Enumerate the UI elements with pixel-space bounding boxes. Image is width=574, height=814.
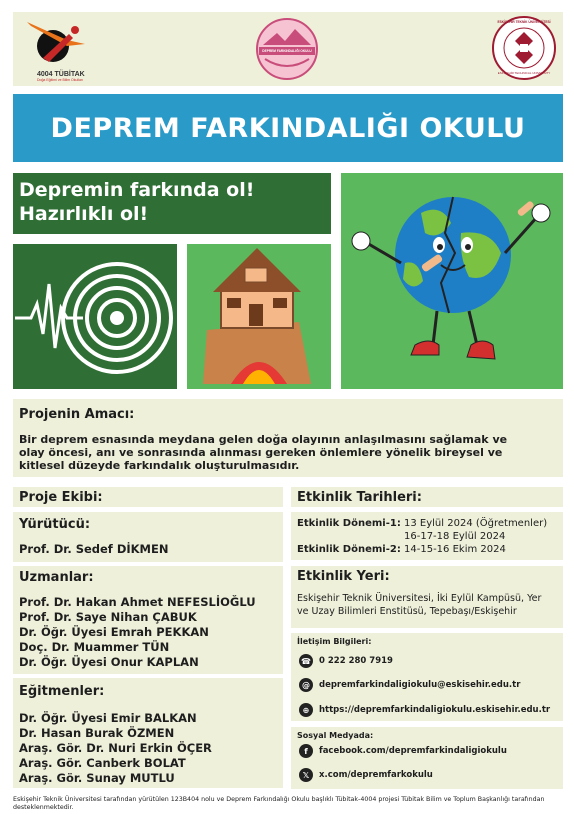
period1-label: Etkinlik Dönemi-1: [297,518,401,529]
dates-content [297,517,547,556]
social-title: Sosyal Medyada: [297,731,374,740]
x-icon: 𝕏 [299,768,313,782]
facebook-icon: f [299,744,313,758]
facebook-link[interactable]: facebook.com/depremfarkindaligiokulu [319,746,507,756]
collapsing-house-illustration [187,244,331,389]
dates-title-panel [291,487,563,507]
period1-value: 13 Eylül 2024 (Öğretmenler) [404,518,548,529]
dates-title: Etkinlik Tarihleri: [297,490,422,505]
contact-title: İletişim Bilgileri: [297,637,372,646]
deprem-school-logo [253,17,321,81]
phone-icon: ☎ [299,654,313,668]
list-item: Araş. Gör. Dr. Nuri Erkin ÖÇER [19,741,212,755]
facebook-row [299,744,507,758]
x-row [299,768,433,782]
trainers-list [19,711,212,786]
team-title: Proje Ekibi: [19,490,103,505]
experts-panel [13,566,283,674]
executive-title: Yürütücü: [19,517,91,532]
logo-bar [13,12,563,86]
tubitak-name: 4004 TÜBİTAK [37,71,85,78]
list-item: Doç. Dr. Muammer TÜN [19,640,170,654]
web-row [299,703,550,717]
trainers-panel [13,678,283,788]
university-name-top: ESKİŞEHİR TEKNİK ÜNİVERSİTESİ [497,20,551,24]
venue-title: Etkinlik Yeri: [297,569,390,584]
university-logo [491,15,557,81]
page-title: DEPREM FARKINDALIĞI OKULU [50,112,526,144]
list-item: Dr. Öğr. Üyesi Onur KAPLAN [19,655,199,669]
globe-icon: ⊕ [299,703,313,717]
phone-number: 0 222 280 7919 [319,656,393,666]
slogan-box [13,173,331,234]
purpose-title: Projenin Amacı: [19,407,135,422]
list-item: Prof. Dr. Saye Nihan ÇABUK [19,610,197,624]
title-banner [13,94,563,162]
web-link[interactable]: https://depremfarkindaligiokulu.eskisehir.edu.tr [319,705,551,715]
slogan-line-2: Hazırlıklı ol! [19,203,149,225]
venue-text: Eskişehir Teknik Üniversitesi, İki Eylül Kampüsü, Yer ve Uzay Bilimleri Enstitüsü, Tepebaşı/Eskişehir [297,593,542,617]
phone-row [299,654,393,668]
tubitak-subtitle: Doğa Eğitimi ve Bilim Okulları [37,78,84,82]
executive-panel [13,512,283,562]
social-panel [291,727,563,789]
purpose-panel [13,399,563,477]
deprem-school-logo-text: DEPREM FARKINDALIĞI OKULU [262,49,312,53]
slogan-line-1: Depremin farkında ol! [19,179,255,201]
email-icon: @ [299,678,313,692]
list-item: Dr. Öğr. Üyesi Emir BALKAN [19,711,197,725]
earth-character-illustration [341,173,563,389]
experts-title: Uzmanlar: [19,570,94,585]
email-link[interactable]: depremfarkindaligiokulu@eskisehir.edu.tr [319,680,521,690]
list-item: Araş. Gör. Sunay MUTLU [19,771,175,785]
experts-list [19,595,256,670]
tubitak-logo [23,16,91,82]
dates-panel [291,512,563,560]
footer-note: Eskişehir Teknik Üniversitesi tarafından yürütülen 123B404 nolu ve Deprem Farkındalığı Okulu başlıklı Tübitak-4004 projesi Tübitak Bilim ve Toplum Başkanlığı tarafından desteklenmektedir. [13,796,545,811]
venue-panel [291,566,563,628]
contact-panel [291,633,563,721]
executive-name: Prof. Dr. Sedef DİKMEN [19,542,169,556]
purpose-text: Bir deprem esnasında meydana gelen doğa olayının anlaşılmasını sağlamak ve olay öncesi, anı ve sonrasında alınması gereken önlemlere yönelik bireysel ve kitlesel düzeyde farkındalık oluşturulmasıdır. [19,433,508,472]
seismograph-illustration [13,244,177,389]
list-item: Prof. Dr. Hakan Ahmet NEFESLİOĞLU [19,595,256,609]
x-link[interactable]: x.com/depremfarkokulu [319,770,433,780]
period2-value: 14-15-16 Ekim 2024 [404,544,506,555]
list-item: Araş. Gör. Canberk BOLAT [19,756,186,770]
team-title-panel [13,487,283,507]
trainers-title: Eğitmenler: [19,684,105,699]
email-row [299,678,520,692]
period1-value-2: 16-17-18 Eylül 2024 [404,531,506,542]
university-name-bottom: ESKİŞEHİR TECHNICAL UNIVERSITY [497,71,551,75]
list-item: Dr. Hasan Burak ÖZMEN [19,726,175,740]
period2-label: Etkinlik Dönemi-2: [297,544,401,555]
list-item: Dr. Öğr. Üyesi Emrah PEKKAN [19,625,209,639]
